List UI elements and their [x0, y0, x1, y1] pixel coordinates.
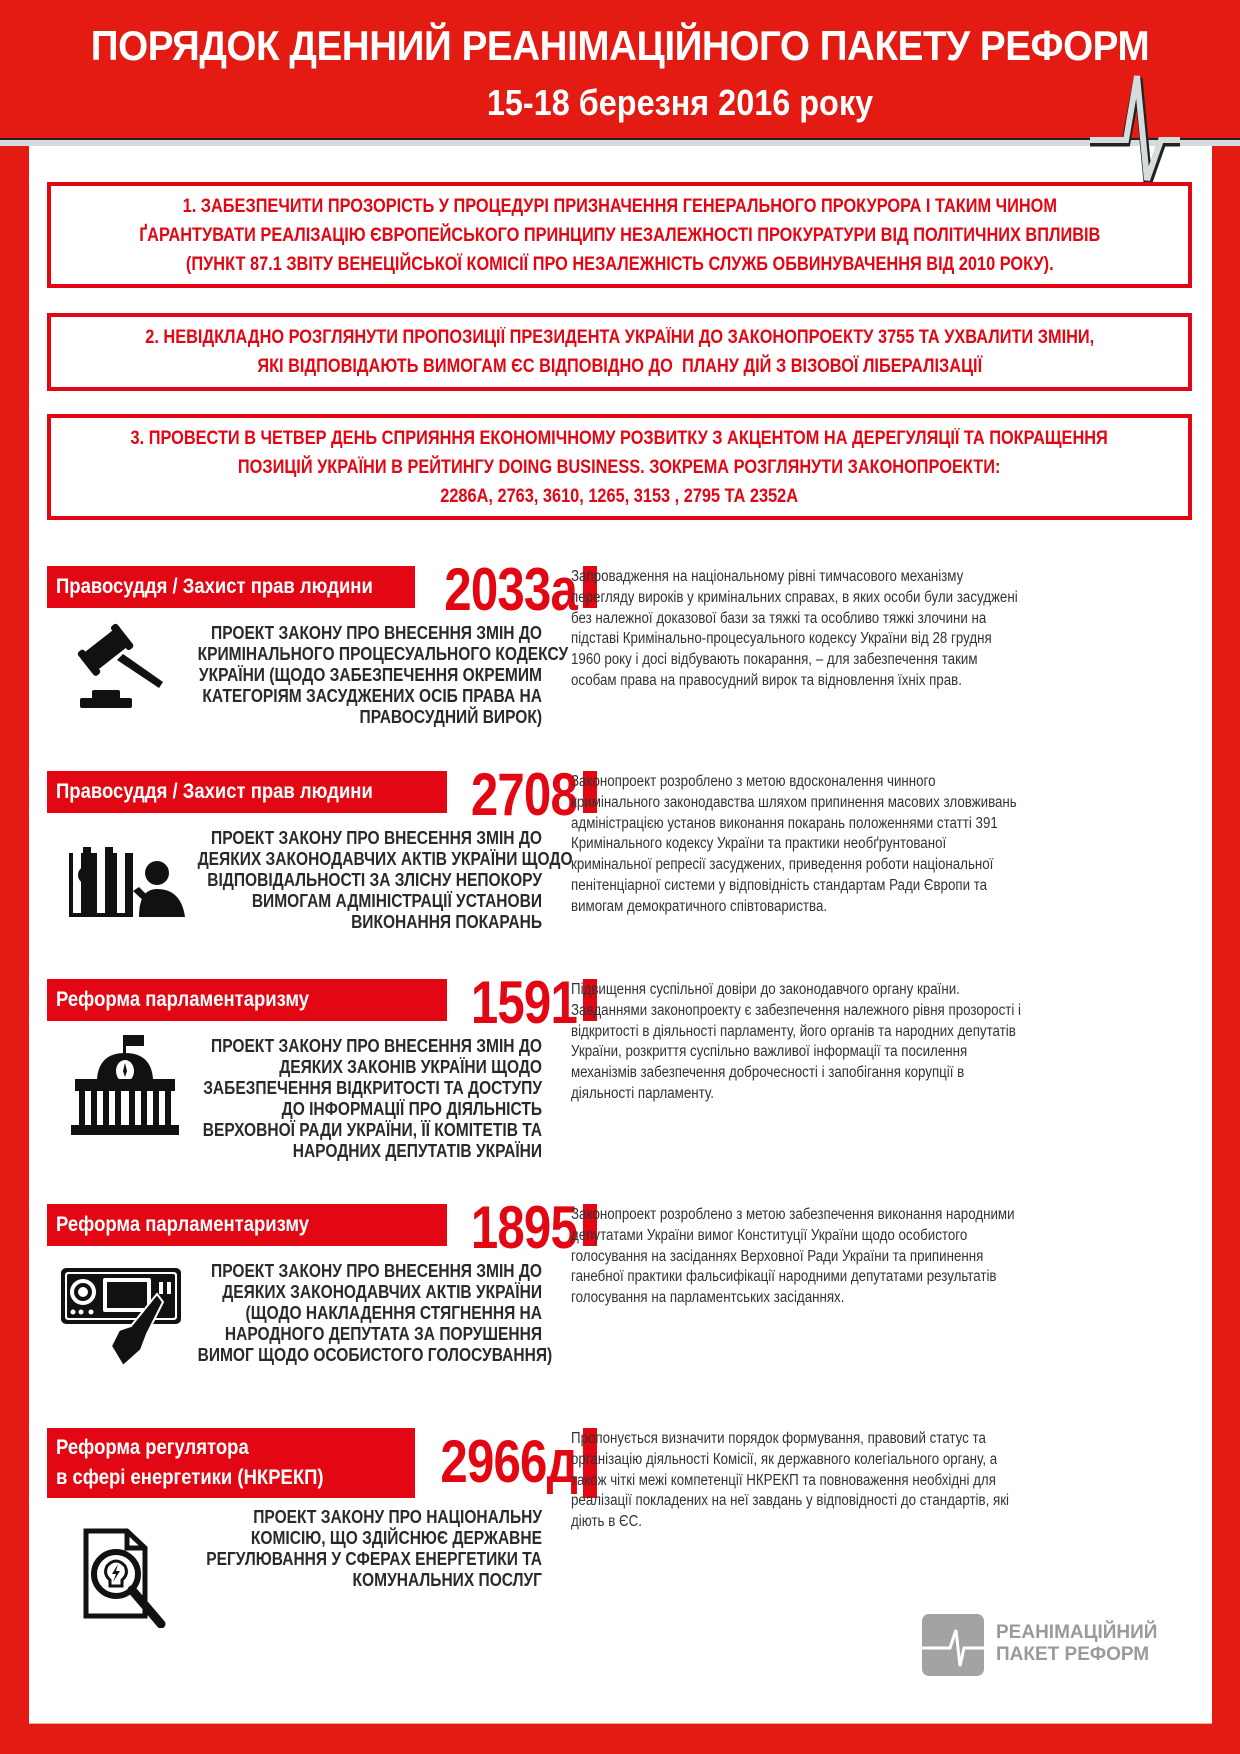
page-date: 15-18 березня 2016 року: [486, 82, 874, 123]
bill-title: ПРОЕКТ ЗАКОНУ ПРО НАЦІОНАЛЬНУ КОМІСІЮ, ЩО ЗДІЙСНЮЄ ДЕРЖАВНЕ РЕГУЛЮВАННЯ У СФЕРАХ ЕНЕРГЕТИКИ ТА КОМУНАЛЬНИХ ПОСЛУГ: [206, 1506, 542, 1590]
header-divider: [0, 138, 1240, 146]
gavel-icon: [77, 620, 167, 712]
bill-description: Пропонується визначити порядок формування, правовий статус та організацію діяльності Комісії, як державного колегіального органу, а також чіткі межі компетенції НКРЕКП та повноваження необхідні для реалізації покладених на неї завдань у відповідності до стандартів, які діють в ЄС.: [571, 1430, 1010, 1531]
pulse-logo-icon: [922, 1614, 984, 1676]
bill-description: Підвищення суспільної довіри до законодавчого органу країни. Завданнями законопроекту є забезпечення належного рівня прозорості і відкритості в діяльності парламенту, його органів та народних депутатів України, розкриття суспільно важливої інформації та посилення механізмів забезпечення доброчесності і запобігання корупції в діяльності парламенту.: [571, 981, 1021, 1102]
priority-item-1: [47, 182, 1192, 288]
bill-description: Законопроект розроблено з метою забезпечення виконання народними депутатами України вимог Конституції України щодо особистого голосування на засіданнях Верховної Ради України та припинення ганебної практики фальсифікації народними депутатами результатів голосування на парламентських засіданнях.: [571, 1206, 1015, 1307]
logo-text: РЕАНІМАЦІЙНИЙ ПАКЕТ РЕФОРМ: [996, 1622, 1158, 1665]
bill-number: 2708: [470, 761, 577, 828]
heartbeat-pulse-icon: [1090, 70, 1180, 200]
logo: [922, 1614, 1192, 1678]
energy-document-search-icon: [83, 1528, 167, 1628]
category-label: Правосуддя / Захист прав людини: [47, 771, 447, 813]
bill-card-1591: [47, 969, 1197, 1175]
category-label: Правосуддя / Захист прав людини: [47, 566, 415, 608]
bill-title: ПРОЕКТ ЗАКОНУ ПРО ВНЕСЕННЯ ЗМІН ДО ДЕЯКИХ ЗАКОНОДАВЧИХ АКТІВ УКРАЇНИ ЩОДО ВІДПОВІДАЛЬНОСТІ ЗА ЗЛІСНУ НЕПОКОРУ ВИМОГАМ АДМІНІСТРАЦІЇ УСТАНОВИ ВИКОНАННЯ ПОКАРАНЬ: [197, 827, 573, 932]
bill-card-2033a: [47, 556, 1197, 732]
category-label: Реформа парламентаризму: [47, 1204, 447, 1246]
voting-terminal-icon: [61, 1268, 181, 1368]
bill-card-2966d: [47, 1424, 1197, 1624]
bill-number: 2033а: [444, 556, 577, 623]
bill-number: 1591: [470, 969, 577, 1036]
bill-number: 2966д: [440, 1428, 577, 1495]
bill-card-2708: [47, 761, 1197, 937]
priority-item-2: [47, 313, 1192, 391]
header-banner: [0, 0, 1240, 140]
prison-icon: [69, 847, 187, 917]
priority-text: 3. ПРОВЕСТИ В ЧЕТВЕР ДЕНЬ СПРИЯННЯ ЕКОНОМІЧНОМУ РОЗВИТКУ З АКЦЕНТОМ НА ДЕРЕГУЛЯЦІЇ ТА ПОКРАЩЕННЯ ПОЗИЦІЙ УКРАЇНИ В РЕЙТИНГУ DOING BUSINESS. ЗОКРЕМА РОЗГЛЯНУТИ ЗАКОНОПРОЕКТИ: 2286А, 2763, 3610, 1265, 3153 , 2795 ТА 2352А: [130, 427, 1109, 507]
bill-description: Законопроект розроблено з метою вдосконалення чинного кримінального законодавства шляхом припинення масових зловживань адміністрацією установ виконання покарань положеннями статті 391 Кримінального кодексу України та практики необґрунтованої кримінальної репресії засуджених, приведення роботи національної пенітенціарної системи у відповідність стандартам Ради Європи та вимогам демократичного співтовариства.: [571, 773, 1017, 915]
bill-description: Запровадження на національному рівні тимчасового механізму перегляду вироків у кримінальних справах, в яких особи були засуджені без належної доказової бази за тяжкі та особливо тяжкі злочини на підставі Кримінально-процесуального кодексу України від 28 грудня 1960 року і досі відбувають покарання, – для забезпечення таким особам права на правосудний вирок та відновлення їхніх прав.: [571, 568, 1018, 689]
bill-title: ПРОЕКТ ЗАКОНУ ПРО ВНЕСЕННЯ ЗМІН ДО ДЕЯКИХ ЗАКОНОДАВЧИХ АКТІВ УКРАЇНИ (ЩОДО НАКЛАДЕННЯ СТЯГНЕННЯ НА НАРОДНОГО ДЕПУТАТА ЗА ПОРУШЕННЯ ВИМОГ ЩОДО ОСОБИСТОГО ГОЛОСУВАННЯ): [197, 1260, 553, 1365]
bill-title: ПРОЕКТ ЗАКОНУ ПРО ВНЕСЕННЯ ЗМІН ДО КРИМІНАЛЬНОГО ПРОЦЕСУАЛЬНОГО КОДЕКСУ УКРАЇНИ (ЩОДО ЗАБЕЗПЕЧЕННЯ ОКРЕМИМ КАТЕГОРІЯМ ЗАСУДЖЕНИХ ОСІБ ПРАВА НА ПРАВОСУДНИЙ ВИРОК): [197, 622, 569, 727]
page-title: ПОРЯДОК ДЕННИЙ РЕАНІМАЦІЙНОГО ПАКЕТУ РЕФОРМ: [90, 22, 1150, 69]
priority-text: 1. ЗАБЕЗПЕЧИТИ ПРОЗОРІСТЬ У ПРОЦЕДУРІ ПРИЗНАЧЕННЯ ГЕНЕРАЛЬНОГО ПРОКУРОРА І ТАКИМ ЧИНОМ ҐАРАНТУВАТИ РЕАЛІЗАЦІЮ ЄВРОПЕЙСЬКОГО ПРИНЦИПУ НЕЗАЛЕЖНОСТІ ПРОКУРАТУРИ ВІД ПОЛІТИЧНИХ ВПЛИВІВ (ПУНКТ 87.1 ЗВІТУ ВЕНЕЦІЙСЬКОЇ КОМІСІЇ ПРО НЕЗАЛЕЖНІСТЬ СЛУЖБ ОБВИНУВАЧЕННЯ ВІД 2010 РОКУ).: [138, 195, 1101, 275]
priority-item-3: [47, 414, 1192, 520]
category-label: Реформа парламентаризму: [47, 979, 447, 1021]
bill-card-1895: [47, 1194, 1197, 1380]
parliament-icon: [69, 1035, 181, 1135]
bill-title: ПРОЕКТ ЗАКОНУ ПРО ВНЕСЕННЯ ЗМІН ДО ДЕЯКИХ ЗАКОНІВ УКРАЇНИ ЩОДО ЗАБЕЗПЕЧЕННЯ ВІДКРИТОСТІ ТА ДОСТУПУ ДО ІНФОРМАЦІЇ ПРО ДІЯЛЬНІСТЬ ВЕРХОВНОЇ РАДИ УКРАЇНИ, ЇЇ КОМІТЕТІВ ТА НАРОДНИХ ДЕПУТАТІВ УКРАЇНИ: [202, 1035, 542, 1161]
priority-text: 2. НЕВІДКЛАДНО РОЗГЛЯНУТИ ПРОПОЗИЦІЇ ПРЕЗИДЕНТА УКРАЇНИ ДО ЗАКОНОПРОЕКТУ 3755 ТА УХВАЛИТИ ЗМІНИ, ЯКІ ВІДПОВІДАЮТЬ ВИМОГАМ ЄС ВІДПОВІДНО ДО ПЛАНУ ДІЙ З ВІЗОВОЇ ЛІБЕРАЛІЗАЦІЇ: [145, 327, 1094, 377]
bill-number: 1895: [470, 1194, 577, 1261]
category-label: Реформа регулятора в сфері енергетики (НКРЕКП): [47, 1428, 415, 1498]
